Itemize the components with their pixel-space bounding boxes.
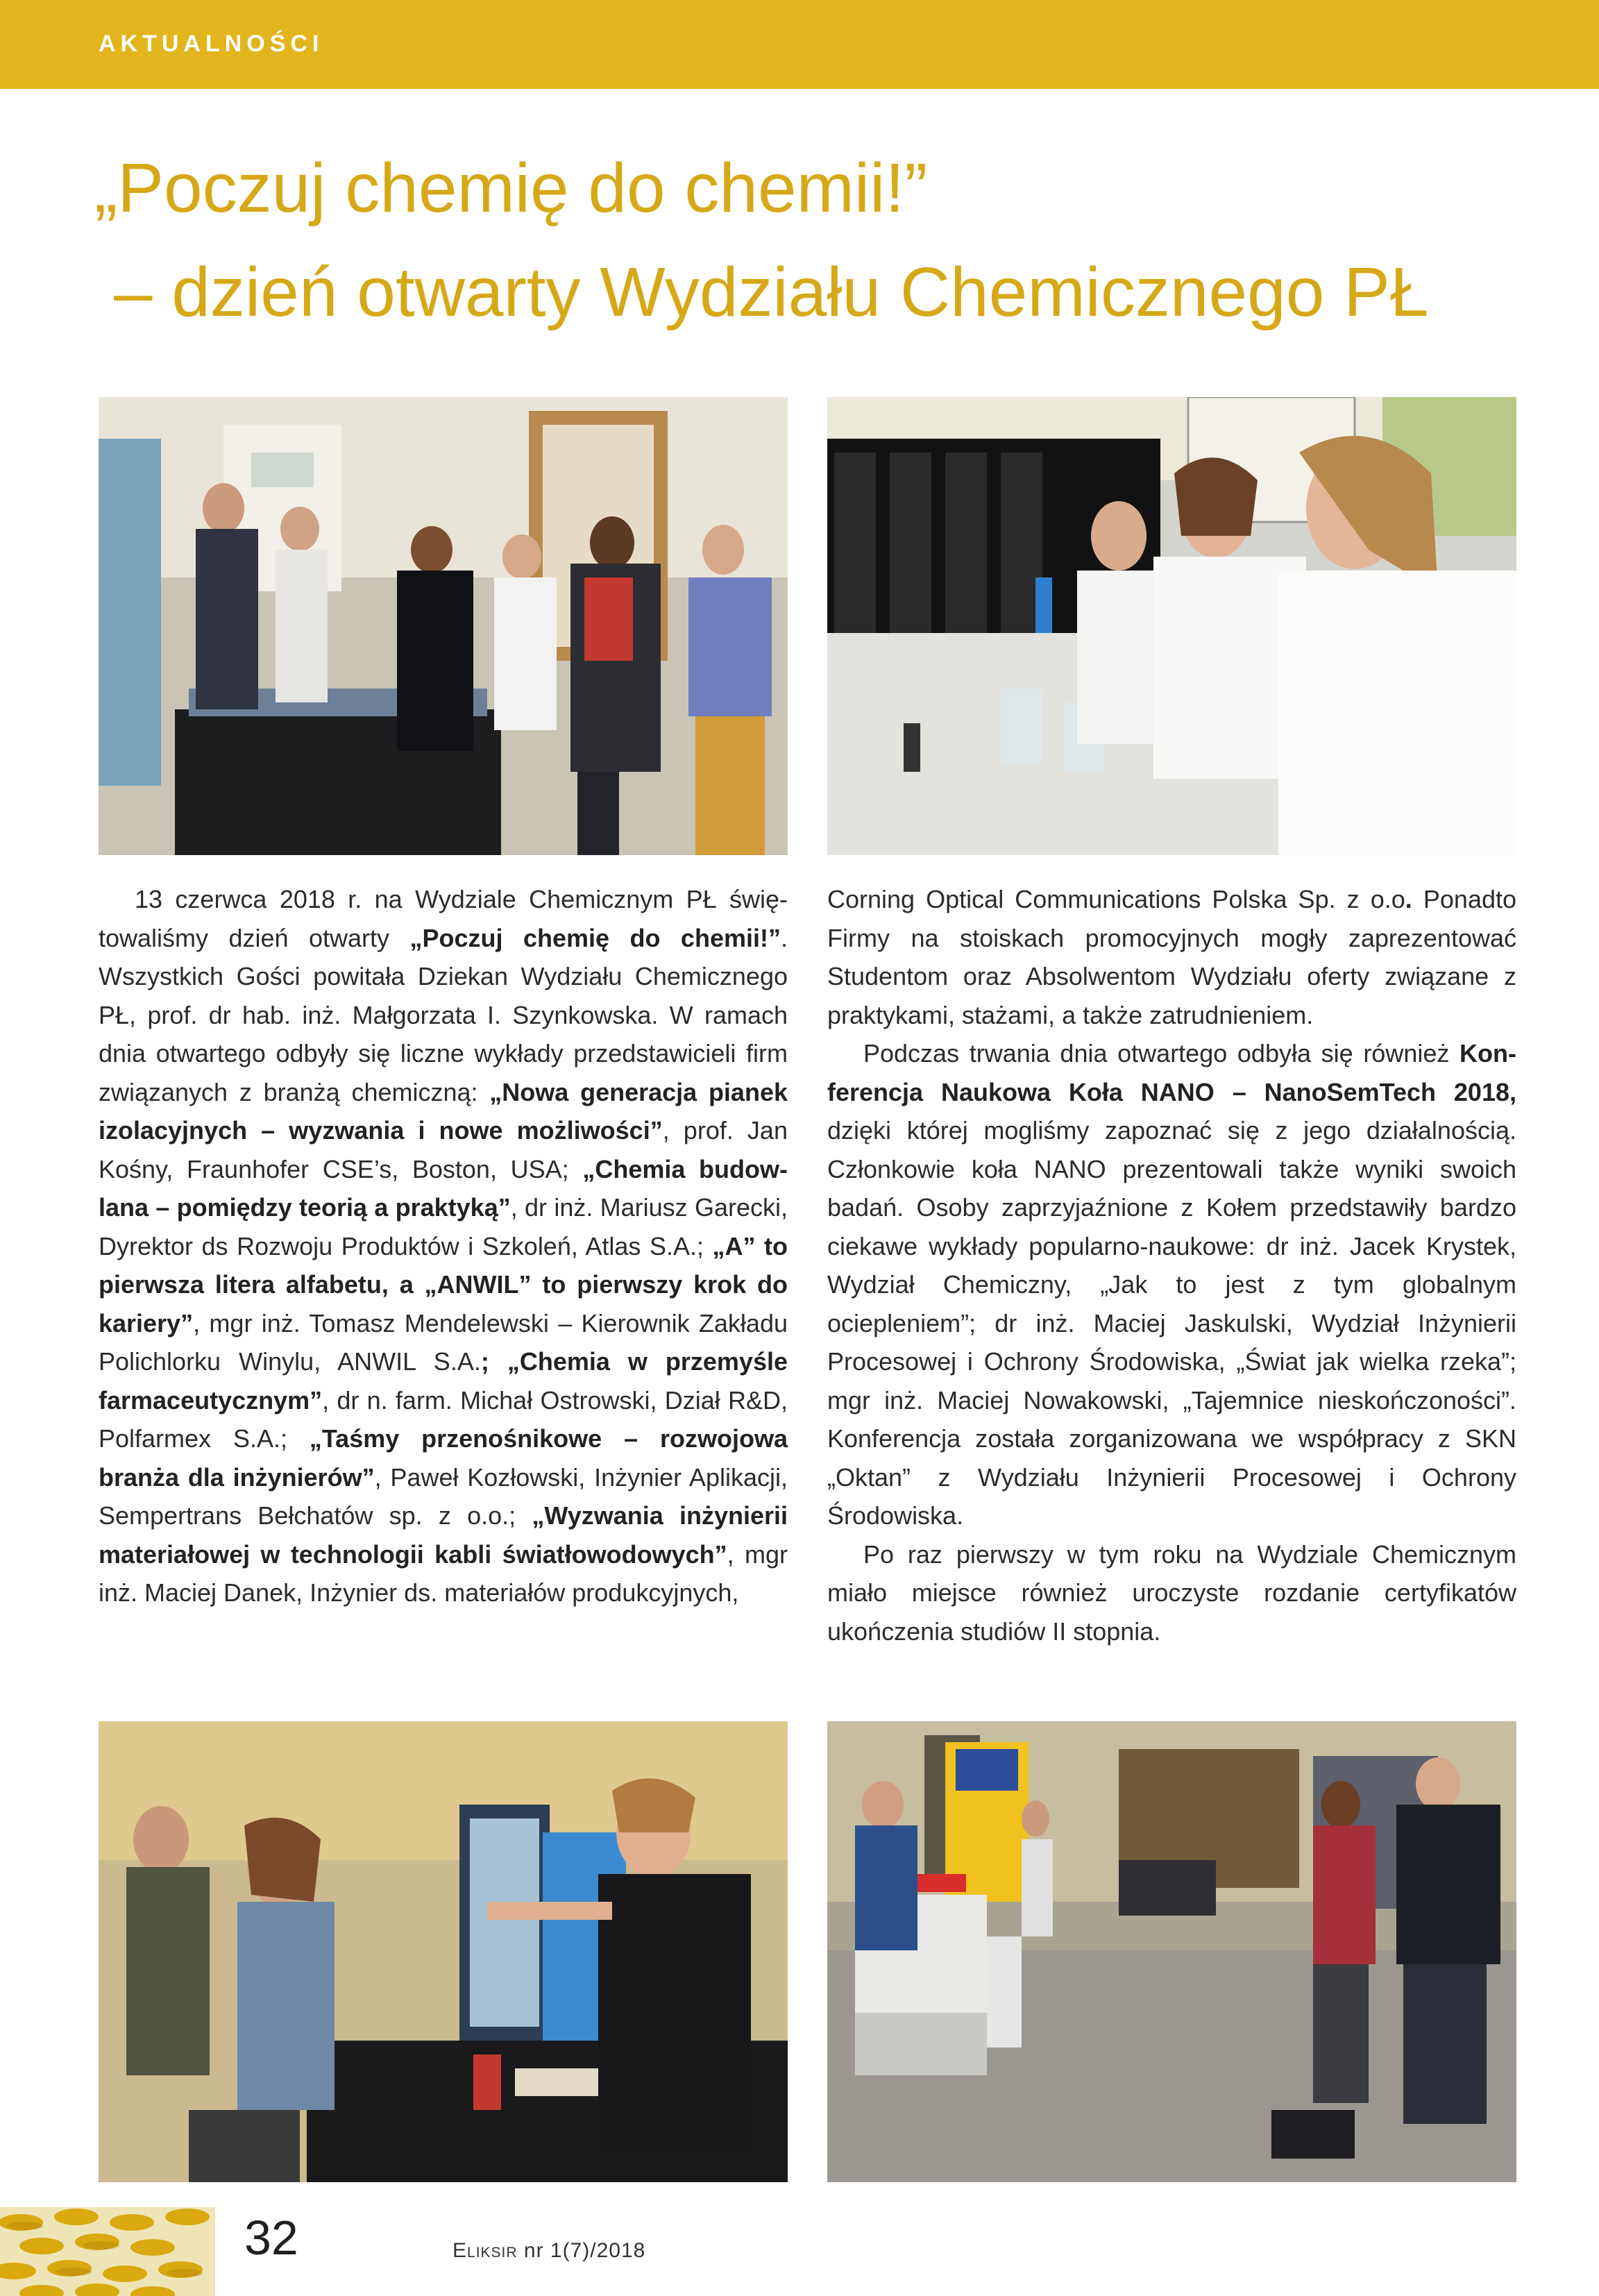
- article-paragraph: [99, 880, 788, 1612]
- bold-text-run: ; „Chemia w przemyśle farmaceutycznym”: [99, 1347, 788, 1415]
- bold-text-run: .: [1405, 885, 1412, 913]
- bold-text-run: Konferencja Naukowa Koła NANO – NanoSemTech 2018,: [827, 1039, 1516, 1106]
- bold-text-run: „Wyzwania inżynierii materiałowej w technologii kabli światłowodowych”: [99, 1501, 788, 1569]
- article-title-line-2: – dzień otwarty Wydziału Chemicznego PŁ: [114, 253, 1429, 331]
- article-title-line-1: „Poczuj chemię do chemii!”: [94, 149, 928, 227]
- bold-text-run: „A” to pierwsza litera alfabetu, a „ANWIL” to pierwszy krok do kariery”: [99, 1231, 788, 1337]
- section-label: AKTUALNOŚCI: [99, 31, 324, 57]
- page-number: 32: [244, 2211, 298, 2265]
- text-run: Ponadto Firmy na stoiskach promocyjnych mogły zaprezentować Studentom oraz Absolwentom Wydziału oferty związane z praktykami, stażami, a także zatrudnieniem.: [827, 885, 1517, 1029]
- article-paragraph: [827, 880, 1516, 1034]
- section-header-bar: [0, 0, 1599, 89]
- magazine-issue-number: nr 1(7)/2018: [517, 2239, 646, 2262]
- text-run: Po raz pierwszy w tym roku na Wydziale Chemicznym miało miejsce również uroczyste rozdanie certyfikatów ukończenia studiów II stopnia.: [827, 1539, 1516, 1646]
- text-run: , mgr inż. Maciej Danek, Inżynier ds. materiałów produkcyjnych,: [99, 1539, 788, 1607]
- photo-visitors-at-stand: [99, 397, 788, 855]
- bold-text-run: „Taśmy przenośnikowe – rozwojowa branża dla inżynierów”: [99, 1424, 788, 1492]
- text-run: dzięki której mogliśmy zapoznać się z jego działalnością. Członkowie koła NANO prezentowali także wyniki swoich badań. Osoby zaprzyjaźnione z Kołem przedstawiły bardzo ciekawe wykłady popularno-naukowe: dr inż. Jacek Krystek, Wydział Chemiczny, „Jak to jest z tym globalnym ociepleniem”; dr inż. Maciej Jaskulski, Wydział Inżynierii Procesowej i Ochrony Środowiska, „Świat jak wielka rzeka”; mgr inż. Maciej Nowakowski, „Tajemnice nieskończoności”. Konferencja została zorganizowana we współpracy z SKN „Oktan” z Wydziału Inżynierii Procesowej i Ochrony Środowiska.: [827, 1116, 1516, 1530]
- article-title: [94, 136, 1517, 344]
- photo-exhibition-hall: [827, 1721, 1516, 2182]
- article-column-right: [827, 880, 1516, 1651]
- text-run: Corning Optical Communications Polska Sp. z o.o: [827, 885, 1405, 913]
- photo-lab-students: [827, 397, 1516, 855]
- bold-text-run: „Poczuj chemię do chemii!”: [409, 923, 781, 952]
- text-run: 13 czerwca 2018 r. na Wydziale Chemicznym PŁ świętowaliśmy dzień otwarty: [99, 885, 788, 952]
- text-run: , dr n. farm. Michał Ostrowski, Dział R&D, Polfarmex S.A.;: [99, 1385, 788, 1453]
- bold-text-run: „Nowa generacja pianek izolacyjnych – wyzwania i nowe możliwości”: [99, 1077, 788, 1145]
- text-run: , prof. Jan Kośny, Fraunhofer CSE’s, Boston, USA;: [99, 1116, 788, 1183]
- text-run: . Wszystkich Gości powitała Dziekan Wydziału Chemicznego PŁ, prof. dr hab. inż. Małgorzata I. Szynkowska. W ramach dnia otwartego odbyły się liczne wykłady przedstawicieli firm związanych z branżą chemiczną:: [99, 923, 788, 1106]
- magazine-name: Eliksir: [452, 2239, 518, 2262]
- photo-demonstration-table: [99, 1721, 788, 2182]
- footer-decoration: [0, 2207, 215, 2296]
- magazine-issue: [452, 2239, 645, 2263]
- article-paragraph: [827, 1034, 1516, 1535]
- article-paragraph: [827, 1535, 1516, 1651]
- article-column-left: [99, 880, 788, 1612]
- bold-text-run: „Chemia budowlana – pomiędzy teorią a praktyką”: [99, 1154, 788, 1222]
- text-run: , Paweł Kozłowski, Inżynier Aplikacji, Sempertrans Bełchatów sp. z o.o.;: [99, 1462, 788, 1530]
- text-run: Podczas trwania dnia otwartego odbyła się również: [863, 1039, 1460, 1067]
- text-run: , dr inż. Mariusz Garecki, Dyrektor ds Rozwoju Produktów i Szkoleń, Atlas S.A.;: [99, 1193, 788, 1260]
- text-run: , mgr inż. Tomasz Mendelewski – Kierownik Zakładu Polichlorku Winylu, ANWIL S.A.: [99, 1308, 788, 1376]
